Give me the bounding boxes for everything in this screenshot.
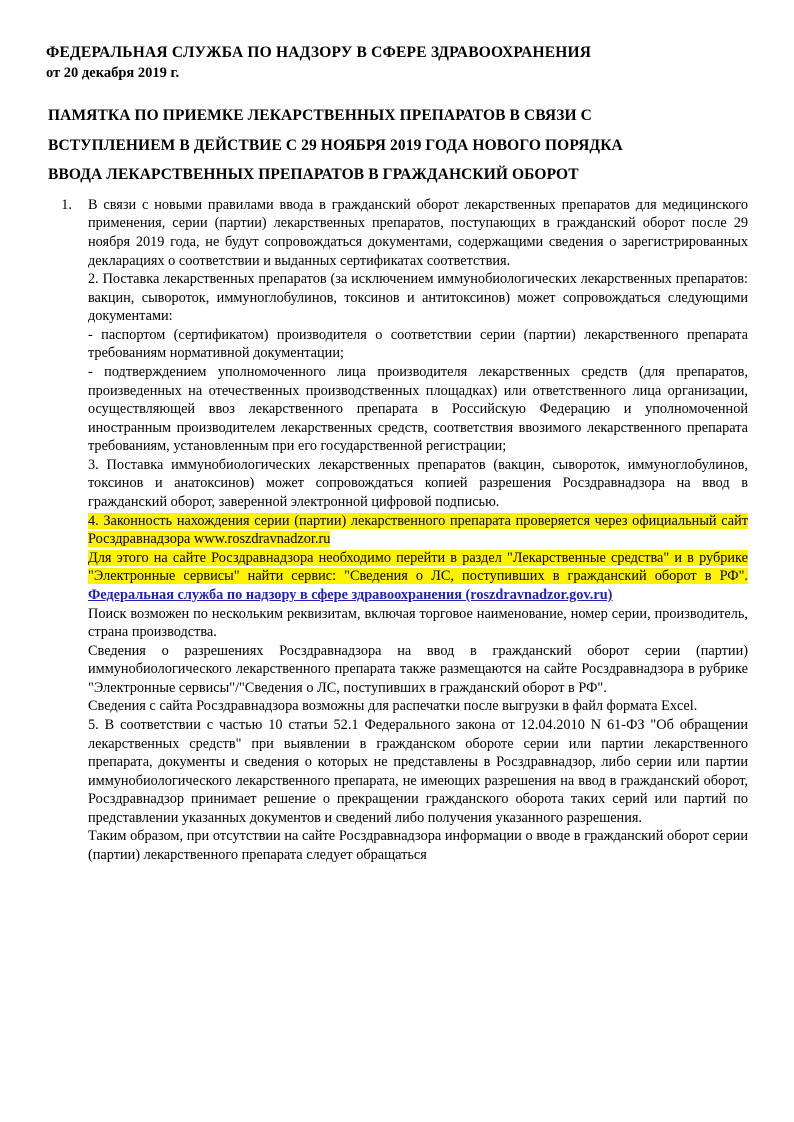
document-title bbox=[48, 101, 748, 189]
paragraph-2-bullet-a: - паспортом (сертификатом) производителя о соответствии серии (партии) лекарственного препарата требованиям нормативной документации; bbox=[88, 326, 748, 362]
list-item bbox=[46, 196, 748, 270]
page-title-line-3: ВВОДА ЛЕКАРСТВЕННЫХ ПРЕПАРАТОВ В ГРАЖДАНСКИЙ ОБОРОТ bbox=[48, 166, 579, 184]
paragraph-7: Сведения с сайта Росздравнадзора возможны для распечатки после выгрузки в файл формата Excel. bbox=[88, 698, 698, 715]
highlight-text-1: 4. Законность нахождения серии (партии) лекарственного препарата проверяется через официальный сайт Росздравнадзора www.roszdravnadzor.ru bbox=[88, 512, 748, 548]
highlight-text-2: Для этого на сайте Росздравнадзора необходимо перейти в раздел "Лекарственные средства" и в рубрике "Электронные сервисы" найти сервис: "Сведения о ЛС, поступивших в гражданский оборот в РФ". bbox=[88, 549, 748, 585]
document-header bbox=[46, 44, 748, 83]
body-paragraphs bbox=[88, 270, 748, 865]
paragraph-9: Таким образом, при отсутствии на сайте Росздравнадзора информации о вводе в гражданский оборот серии (партии) лекарственного препарата следует обращаться bbox=[88, 828, 748, 864]
roszdravnadzor-link[interactable]: Федеральная служба по надзору в сфере здравоохранения (roszdravnadzor.gov.ru) bbox=[88, 586, 613, 603]
document-date: от 20 декабря 2019 г. bbox=[46, 64, 180, 81]
paragraph-6: Сведения о разрешениях Росздравнадзора на ввод в гражданский оборот серии (партии) иммунобиологического лекарственного препарата также размещаются на сайте Росздравнадзора в рубрике "Электронные сервисы"/"Сведения о ЛС, поступивших в гражданский оборот в РФ". bbox=[88, 642, 748, 696]
document-body bbox=[46, 196, 748, 865]
paragraph-4-highlighted-part-1 bbox=[88, 512, 748, 549]
page-title-line-1: ПАМЯТКА ПО ПРИЕМКЕ ЛЕКАРСТВЕННЫХ ПРЕПАРАТОВ В СВЯЗИ С bbox=[48, 107, 592, 125]
list-item-number: 1. bbox=[61, 196, 72, 213]
page-title-line-2: ВСТУПЛЕНИЕМ В ДЕЙСТВИЕ С 29 НОЯБРЯ 2019 ГОДА НОВОГО ПОРЯДКА bbox=[48, 136, 623, 154]
paragraph-2-bullet-b: - подтверждением уполномоченного лица производителя лекарственных средств (для препаратов, произведенных на отечественных производственных площадках) или ответственного лица организации, осуществляющей ввоз лекарственного препарата в Российскую Федерацию и уполномоченной иностранным производителем лекарственных средств, соответствия ввозимого лекарственного препарата требованиям, установленным при его государственной регистрации; bbox=[88, 363, 748, 455]
organization-name: ФЕДЕРАЛЬНАЯ СЛУЖБА ПО НАДЗОРУ В СФЕРЕ ЗДРАВООХРАНЕНИЯ bbox=[46, 44, 592, 61]
paragraph-5: Поиск возможен по нескольким реквизитам, включая торговое наименование, номер серии, производитель, страна производства. bbox=[88, 605, 748, 641]
paragraph-3: 3. Поставка иммунобиологических лекарственных препаратов (вакцин, сывороток, иммуноглобулинов, токсинов и анатоксинов) может сопровождаться копией разрешения Росздравнадзора на ввод в гражданский оборот, заверенной электронной цифровой подписью. bbox=[88, 456, 748, 511]
paragraph-8: 5. В соответствии с частью 10 статьи 52.1 Федерального закона от 12.04.2010 N 61-ФЗ "Об обращении лекарственных средств" при выявлении в гражданском обороте серии или партии лекарственного препарата, документы и сведения о которых не представлены в Росздравнадзор, либо серии или партии иммунобиологического лекарственного препарата, не имеющих разрешения на ввод в гражданский оборот, Росздравнадзор принимает решение о прекращении гражданского оборота таких серий или партий по представлении указанных документов и сведений либо получения указанного разрешения. bbox=[88, 716, 748, 826]
list-item-text: В связи с новыми правилами ввода в гражданский оборот лекарственных препаратов для медицинского применения, серии (партии) лекарственных препаратов, поступающих в гражданский оборот после 29 ноября 2019 года, не будут сопровождаться документами, содержащими сведения о зарегистрированных декларациях о соответствии и выданных сертификатах соответствия. bbox=[88, 196, 748, 269]
paragraph-2: 2. Поставка лекарственных препаратов (за исключением иммунобиологических лекарственных препаратов: вакцин, сывороток, иммуноглобулинов, токсинов и антитоксинов) может сопровождаться следующими документами: bbox=[88, 271, 748, 325]
paragraph-4-highlighted-part-2 bbox=[88, 549, 748, 605]
